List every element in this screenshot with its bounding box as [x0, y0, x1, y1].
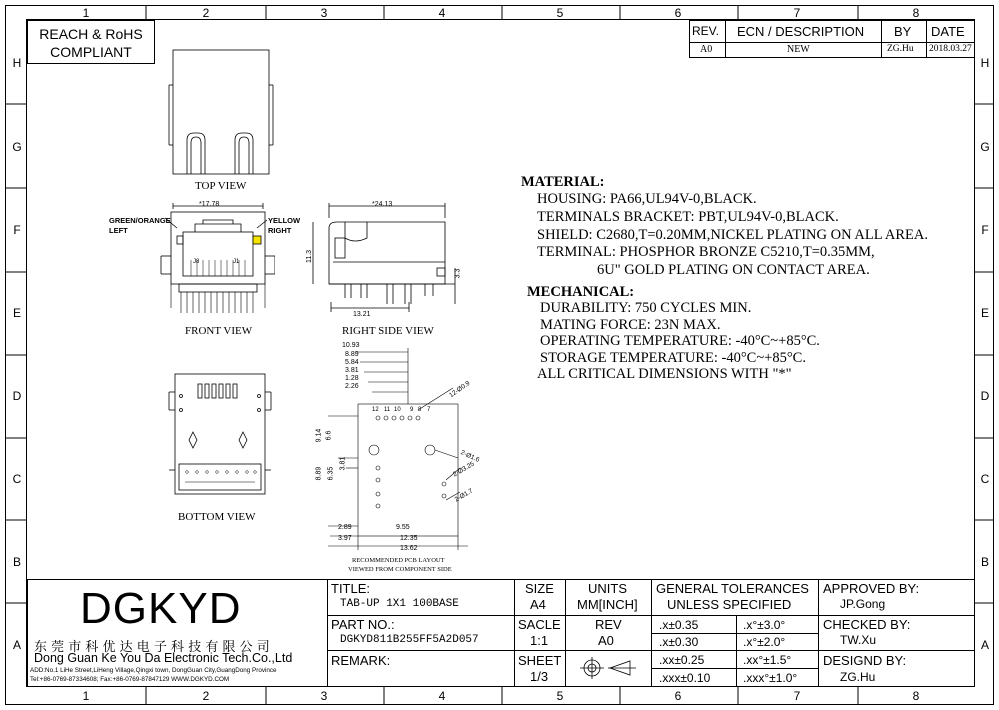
- mechanical-line: OPERATING TEMPERATURE: -40°C~+85°C.: [540, 333, 820, 349]
- tol-angular: .x°±2.0°: [743, 635, 786, 649]
- rev-value: A0: [700, 44, 713, 55]
- row-label: F: [13, 223, 21, 237]
- approved-by-value: JP.Gong: [840, 597, 886, 611]
- tol-linear: .xxx±0.10: [659, 671, 711, 685]
- led-left-label-2: LEFT: [109, 226, 128, 235]
- row-label: B: [12, 555, 21, 569]
- size-value: A4: [530, 597, 546, 612]
- top-view-label: TOP VIEW: [195, 180, 247, 192]
- company-english-name: Dong Guan Ke You Da Electronic Tech.Co.,Ltd: [34, 651, 293, 665]
- pcb-pin-8: 8: [418, 407, 422, 413]
- pcb-hole-dim: 2-Ø1.7: [453, 487, 475, 504]
- tol-angular: .xx°±1.5°: [743, 653, 792, 667]
- bottom-view-label: BOTTOM VIEW: [178, 511, 256, 523]
- col-label: 8: [912, 6, 920, 20]
- checked-by-value: TW.Xu: [840, 633, 877, 647]
- led-right-label-1: YELLOW: [268, 216, 301, 225]
- row-label: G: [980, 140, 990, 154]
- pcb-bottom-dim: 12.35: [400, 535, 418, 542]
- led-left-label-1: GREEN/ORANGE: [109, 216, 171, 225]
- side-height-dim: 11.3: [306, 249, 314, 264]
- pcb-layout-label-1: RECOMMENDED PCB LAYOUT: [352, 557, 445, 564]
- row-label: E: [980, 306, 989, 320]
- sheet-value: 1/3: [530, 669, 549, 684]
- pcb-left-dim: 9.14: [315, 428, 323, 443]
- part-number-value: DGKYD811B255FF5A2D057: [340, 634, 479, 646]
- pcb-pin-12: 12: [372, 407, 379, 413]
- material-line: SHIELD: C2680,T=0.20MM,NICKEL PLATING ON ALL AREA.: [537, 227, 928, 243]
- pcb-top-dim: 3.81: [345, 367, 359, 374]
- by-value: ZG.Hu: [887, 44, 914, 54]
- pcb-pin-10: 10: [394, 407, 401, 413]
- mechanical-title: MECHANICAL:: [527, 284, 635, 300]
- row-label: E: [12, 306, 21, 320]
- side-bottom-dim: 13.21: [353, 311, 371, 318]
- pcb-hole-dim: 12-Ø0.9: [448, 379, 472, 400]
- col-label: 4: [438, 689, 446, 703]
- tol-angular: .xxx°±1.0°: [743, 671, 798, 685]
- col-label: 5: [556, 6, 564, 20]
- col-label: 7: [793, 6, 801, 20]
- front-view-label: FRONT VIEW: [185, 325, 253, 337]
- right-side-view-drawing: [305, 198, 465, 323]
- pcb-left-dim: 3.81: [339, 456, 347, 471]
- material-line: HOUSING: PA66,UL94V-0,BLACK.: [537, 191, 757, 207]
- pcb-bottom-dim: 9.55: [396, 524, 410, 531]
- right-side-view-label: RIGHT SIDE VIEW: [342, 325, 434, 337]
- col-label: 6: [674, 689, 682, 703]
- tol-linear: .x±0.30: [659, 635, 699, 649]
- pcb-left-dim: 6.35: [327, 466, 335, 481]
- pcb-left-dim: 8.89: [315, 466, 323, 481]
- material-line: 6U" GOLD PLATING ON CONTACT AREA.: [597, 262, 870, 278]
- date-value: 2018.03.27: [929, 44, 972, 54]
- row-label: H: [12, 56, 22, 70]
- col-label: 6: [674, 6, 682, 20]
- compliance-line2: COMPLIANT: [50, 44, 132, 60]
- part-number-label: PART NO.:: [331, 617, 395, 632]
- top-view-drawing: [165, 45, 285, 180]
- col-label: 2: [202, 6, 210, 20]
- col-label: 5: [556, 689, 564, 703]
- pcb-hole-dim: 2-Ø1.6: [459, 449, 481, 464]
- rev-value-block: A0: [598, 633, 614, 648]
- row-label: F: [981, 223, 989, 237]
- row-label: G: [12, 140, 22, 154]
- col-label: 7: [793, 689, 801, 703]
- mechanical-line: DURABILITY: 750 CYCLES MIN.: [540, 300, 752, 316]
- col-label: 4: [438, 6, 446, 20]
- row-label: A: [12, 638, 21, 652]
- side-width-dim: *24.13: [372, 201, 393, 208]
- row-label: C: [980, 472, 990, 486]
- pcb-pin-7: 7: [427, 407, 431, 413]
- led-right-label-2: RIGHT: [268, 226, 292, 235]
- col-label: 8: [912, 689, 920, 703]
- col-label: 1: [82, 6, 90, 20]
- bottom-view-drawing: [165, 370, 275, 498]
- row-label: D: [980, 389, 990, 403]
- row-label: H: [980, 56, 990, 70]
- pcb-top-dim: 10.93: [342, 342, 360, 349]
- tol-angular: .x°±3.0°: [743, 618, 786, 632]
- checked-by-label: CHECKED BY:: [823, 617, 911, 632]
- pcb-top-dim: 8.89: [345, 351, 359, 358]
- tolerances-title-2: UNLESS SPECIFIED: [667, 597, 792, 612]
- units-label: UNITS: [588, 581, 627, 596]
- ecn-value: NEW: [787, 44, 810, 55]
- material-line: TERMINAL: PHOSPHOR BRONZE C5210,T=0.35MM,: [537, 244, 875, 260]
- compliance-line1: REACH & RoHS: [39, 26, 143, 42]
- mechanical-line: STORAGE TEMPERATURE: -40°C~+85°C.: [540, 350, 806, 366]
- front-view-drawing: [155, 198, 275, 320]
- pcb-left-dim: 6.6: [325, 430, 333, 441]
- pcb-pin-9: 9: [410, 407, 414, 413]
- pcb-top-dim: 2.26: [345, 383, 359, 390]
- rev-label: REV: [595, 617, 622, 632]
- rev-header: REV.: [692, 24, 719, 38]
- scale-value: 1:1: [530, 633, 549, 648]
- front-width-dim: *17.78: [199, 201, 220, 208]
- units-value: MM[INCH]: [577, 597, 638, 612]
- col-label: 2: [202, 689, 210, 703]
- tolerances-title-1: GENERAL TOLERANCES: [656, 581, 809, 596]
- date-header: DATE: [931, 24, 965, 39]
- col-label: 1: [82, 689, 90, 703]
- pcb-pin-11: 11: [384, 407, 391, 413]
- ecn-header: ECN / DESCRIPTION: [737, 24, 865, 39]
- pcb-layout-label-2: VIEWED FROM COMPONENT SIDE: [348, 566, 452, 573]
- pcb-bottom-dim: 2.89: [338, 524, 352, 531]
- designed-by-label: DESIGND BY:: [823, 653, 907, 668]
- jack-pin-j8: J8: [193, 259, 200, 265]
- row-label: A: [980, 638, 989, 652]
- pcb-top-dim: 1.28: [345, 375, 359, 382]
- company-address: ADD:No.1 LiHe Street,LiHeng Village,Qingxi town, DongGuan City,GuangDong Province: [30, 667, 277, 674]
- designed-by-value: ZG.Hu: [840, 670, 876, 684]
- material-line: TERMINALS BRACKET: PBT,UL94V-0,BLACK.: [537, 209, 839, 225]
- jack-pin-j1: J1: [233, 259, 240, 265]
- title-value: TAB-UP 1X1 100BASE: [340, 598, 459, 610]
- sheet-label: SHEET: [518, 653, 562, 668]
- row-label: D: [12, 389, 22, 403]
- tol-linear: .x±0.35: [659, 618, 699, 632]
- pcb-bottom-dim: 3.97: [338, 535, 352, 542]
- compliance-box: [27, 20, 155, 64]
- col-label: 3: [320, 6, 328, 20]
- material-title: MATERIAL:: [521, 174, 605, 190]
- mechanical-line: MATING FORCE: 23N MAX.: [540, 317, 721, 333]
- company-contact: Tel:+86-0769-87334608; Fax:+86-0769-87847129 WWW.DGKYD.COM: [30, 676, 230, 683]
- tol-linear: .xx±0.25: [659, 653, 705, 667]
- approved-by-label: APPROVED BY:: [823, 581, 920, 596]
- pcb-hole-dim: 2-Ø3.25: [451, 460, 476, 479]
- pcb-bottom-dim: 13.62: [400, 545, 418, 552]
- critical-dimension-note: ALL CRITICAL DIMENSIONS WITH "*": [537, 366, 792, 382]
- title-label: TITLE:: [331, 581, 371, 596]
- row-label: C: [12, 472, 22, 486]
- row-label: B: [980, 555, 989, 569]
- pcb-top-dim: 5.84: [345, 359, 359, 366]
- side-tail-dim: 3.3: [454, 268, 462, 279]
- col-label: 3: [320, 689, 328, 703]
- size-label: SIZE: [525, 581, 554, 596]
- company-chinese-name: 东 莞 市 科 优 达 电 子 科 技 有 限 公 司: [34, 640, 270, 655]
- projection-symbol-icon: [576, 655, 642, 681]
- scale-label: SACLE: [518, 617, 561, 632]
- company-logo: DGKYD: [80, 584, 242, 633]
- remark-label: REMARK:: [331, 653, 391, 668]
- by-header: BY: [894, 24, 912, 39]
